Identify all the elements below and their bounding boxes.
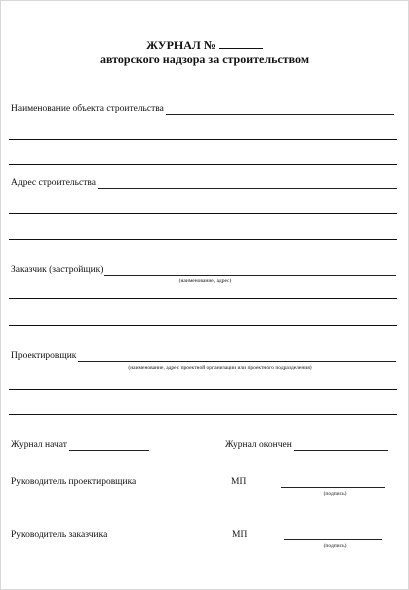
customer-line[interactable]	[104, 275, 396, 276]
designer-caption: (наименование, адрес проектной организации или проектного подразделения)	[128, 365, 312, 371]
stamp-label-2: МП	[232, 530, 248, 540]
designer-line-2[interactable]	[9, 389, 397, 390]
customer-head-label: Руководитель заказчика	[11, 530, 108, 540]
customer-head-signature-line[interactable]	[284, 539, 382, 540]
journal-started-line[interactable]	[69, 450, 149, 451]
designer-head-label: Руководитель проектировщика	[11, 477, 137, 487]
address-line-3[interactable]	[9, 239, 397, 240]
object-name-line-2[interactable]	[9, 139, 397, 140]
address-line[interactable]	[98, 188, 397, 189]
stamp-label-1: МП	[231, 477, 247, 487]
journal-title-text: ЖУРНАЛ №	[146, 38, 216, 52]
signature-caption-2: (подпись)	[323, 543, 347, 549]
customer-caption: (наименование, адрес)	[178, 278, 232, 284]
journal-started-label: Журнал начат	[11, 440, 67, 450]
designer-line-3[interactable]	[9, 414, 397, 415]
designer-head-signature-line[interactable]	[281, 487, 385, 488]
journal-number-blank[interactable]	[219, 38, 263, 49]
address-line-2[interactable]	[9, 213, 397, 214]
object-name-line[interactable]	[166, 114, 394, 115]
designer-line[interactable]	[78, 361, 396, 362]
journal-finished-line[interactable]	[294, 450, 388, 451]
customer-label: Заказчик (застройщик)	[11, 265, 104, 275]
journal-title	[0, 38, 409, 52]
designer-label: Проектировщик	[11, 351, 77, 361]
journal-subtitle: авторского надзора за строительством	[99, 52, 310, 66]
object-name-label: Наименование объекта строительства	[11, 104, 164, 114]
object-name-line-3[interactable]	[9, 164, 397, 165]
signature-caption-1: (подпись)	[323, 491, 347, 497]
address-label: Адрес строительства	[11, 178, 96, 188]
journal-finished-label: Журнал окончен	[225, 440, 292, 450]
customer-line-2[interactable]	[9, 298, 397, 299]
customer-line-3[interactable]	[9, 325, 397, 326]
